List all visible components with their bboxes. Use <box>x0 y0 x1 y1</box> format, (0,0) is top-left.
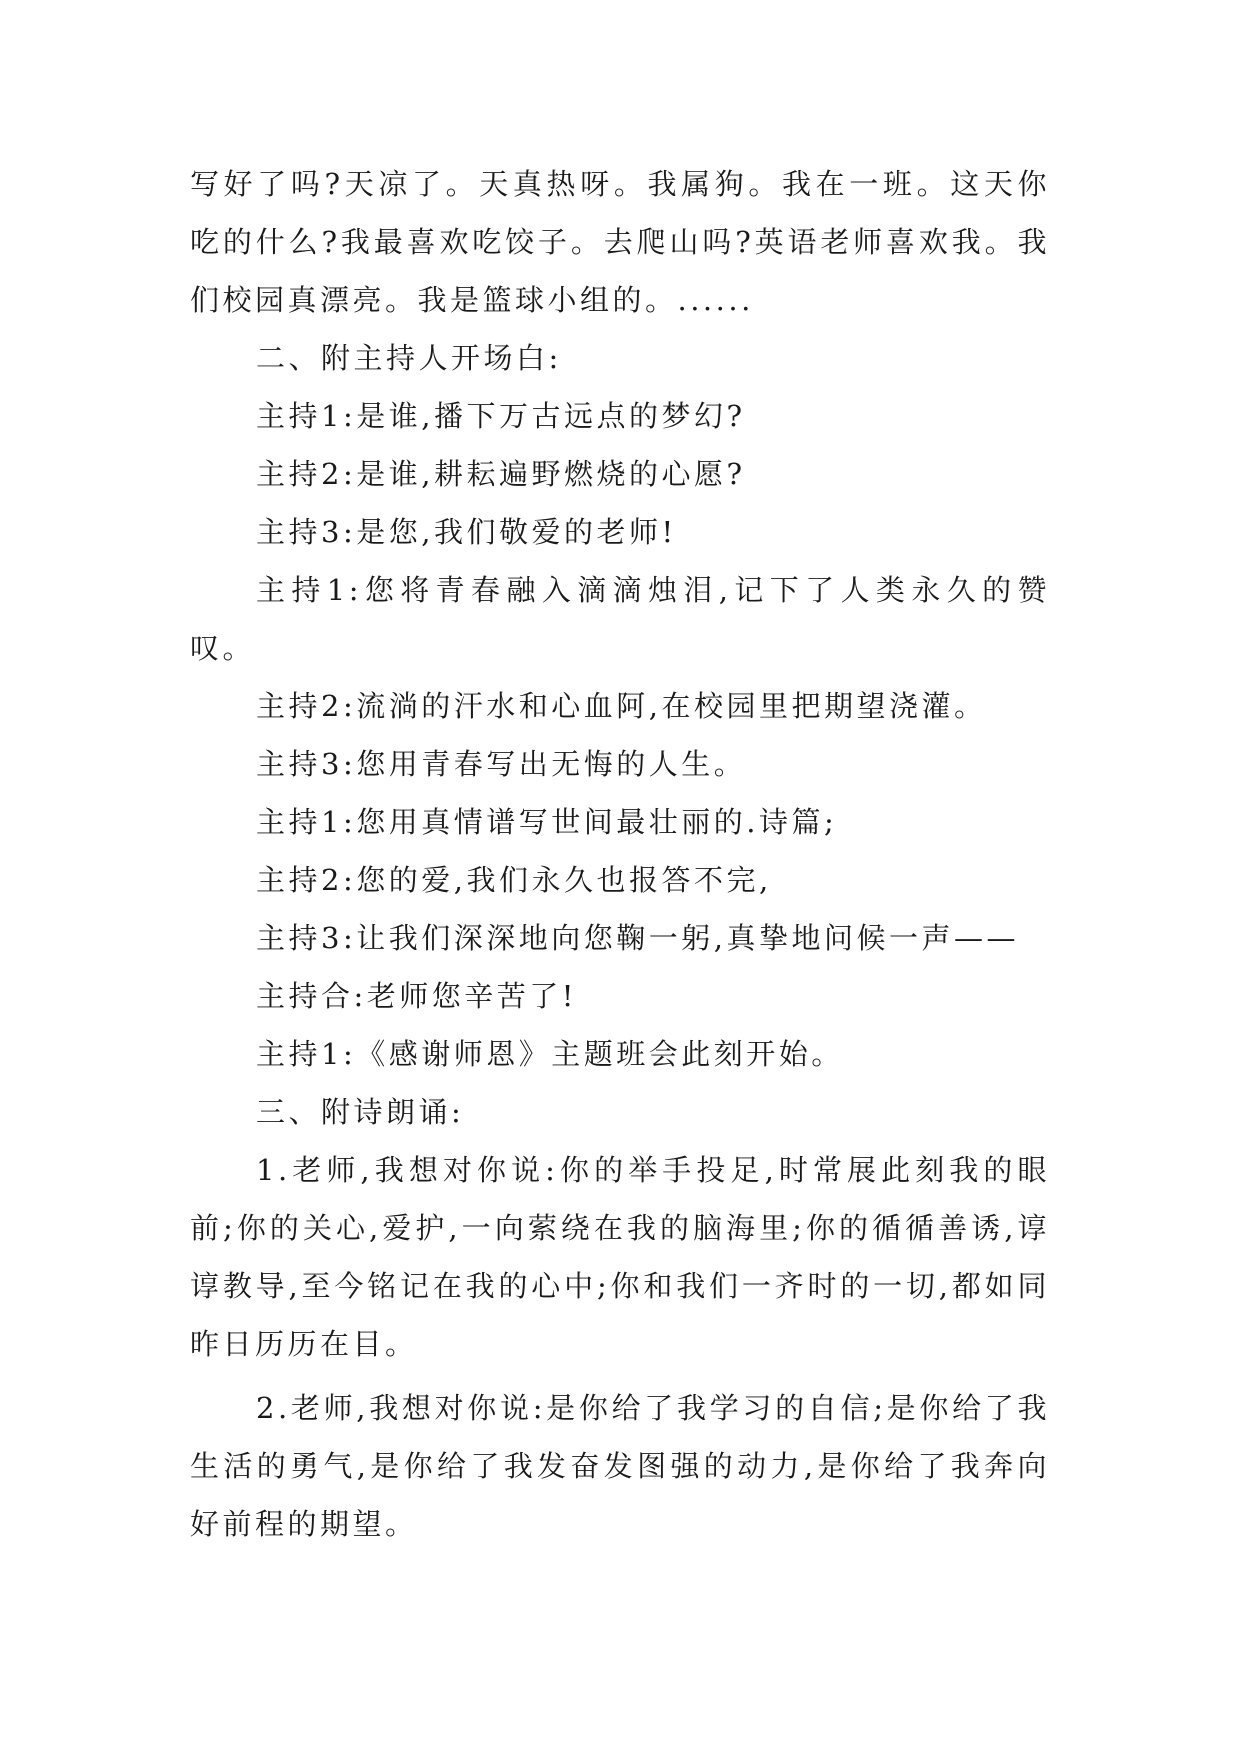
host-line: 主持1:您将青春融入滴滴烛泪,记下了人类永久的赞叹。 <box>190 573 1050 665</box>
host-line: 主持3:您用青春写出无悔的人生。 <box>256 747 747 781</box>
host-line: 主持3:是您,我们敬爱的老师! <box>256 515 677 549</box>
host-line: 主持合:老师您辛苦了! <box>256 979 577 1013</box>
host-line: 主持2:是谁,耕耘遍野燃烧的心愿? <box>256 457 746 491</box>
host-line: 主持1:您用真情谱写世间最壮丽的.诗篇; <box>256 805 838 839</box>
section-heading-poem: 三、附诗朗诵: <box>256 1095 465 1129</box>
poem-paragraph: 2.老师,我想对你说:是你给了我学习的自信;是你给了我生活的勇气,是你给了我发奋发图强的动力,是你给了我奔向好前程的期望。 <box>190 1391 1050 1541</box>
poem-paragraph: 1.老师,我想对你说:你的举手投足,时常展此刻我的眼前;你的关心,爱护,一向萦绕在我的脑海里;你的循循善诱,谆谆教导,至今铭记在我的心中;你和我们一齐时的一切,都如同昨日历历在目。 <box>190 1153 1050 1361</box>
host-line: 主持1:《感谢师恩》主题班会此刻开始。 <box>256 1037 844 1071</box>
document-body <box>190 155 1050 1553</box>
host-line: 主持3:让我们深深地向您鞠一躬,真挚地问候一声—— <box>256 921 1019 955</box>
host-line: 主持2:流淌的汗水和心血阿,在校园里把期望浇灌。 <box>256 689 987 723</box>
host-line: 主持1:是谁,播下万古远点的梦幻? <box>256 399 746 433</box>
paragraph-continuation: 写好了吗?天凉了。天真热呀。我属狗。我在一班。这天你吃的什么?我最喜欢吃饺子。去爬山吗?英语老师喜欢我。我们校园真漂亮。我是篮球小组的。...... <box>190 167 1050 317</box>
section-heading-host-opening: 二、附主持人开场白: <box>256 341 562 375</box>
host-line: 主持2:您的爱,我们永久也报答不完, <box>256 863 772 897</box>
